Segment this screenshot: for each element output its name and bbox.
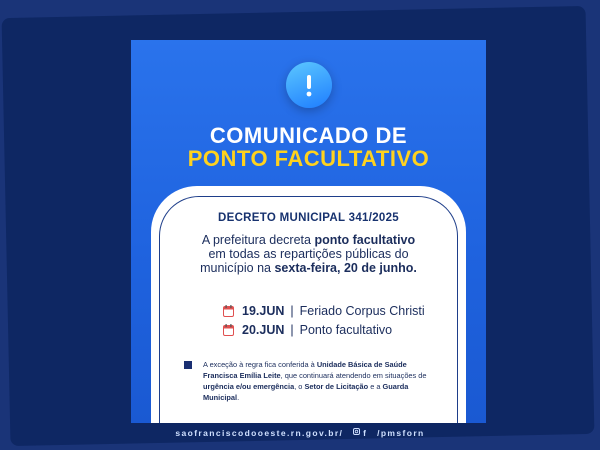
exclamation-speech-bubble-icon [286,62,332,108]
lead-text-1: A prefeitura decreta [201,233,315,247]
title-line-2: PONTO FACULTATIVO [187,146,430,171]
note-bold: urgência e/ou emergência [203,382,295,391]
note-text: A exceção à regra fica conferida à [203,360,317,369]
date-row-1 [223,303,425,319]
lead-paragraph [151,233,466,275]
date-value-1: 19.JUN [242,304,285,318]
note-bold: Setor de Licitação [304,382,369,391]
website-link[interactable]: saofranciscodooeste.rn.gov.br/ [175,428,344,438]
facebook-icon: f [363,428,368,438]
date-value-2: 20.JUN [242,323,285,337]
calendar-icon [223,305,234,317]
calendar-icon [223,324,234,336]
note-text: , que continuará atendendo em situações de [280,371,427,380]
lead-bold-3: sexta-feira, 20 de junho. [274,261,417,275]
social-icons [353,428,371,438]
bullet-square-icon [184,361,192,369]
note-text: , o [294,382,305,391]
date-row-2 [223,322,392,338]
date-label-1: Feriado Corpus Christi [299,304,425,318]
note-bold: Guarda Municipal [203,382,409,402]
decree-number: DECRETO MUNICIPAL 341/2025 [218,212,399,224]
footer [0,428,600,438]
note-text: e a [368,382,383,391]
note-text: . [237,393,240,402]
exception-note [203,359,433,403]
lead-bold-1: ponto facultativo [314,233,416,247]
announcement-card [151,186,466,423]
lead-text-3: município na [200,261,275,275]
date-separator-2: | [290,323,294,337]
lead-text-2: em todas as repartições públicas do [208,247,409,261]
instagram-facebook-icons [353,428,363,436]
date-label-2: Ponto facultativo [299,323,393,337]
title-line-1: COMUNICADO DE [209,123,408,148]
date-separator-1: | [290,304,294,318]
social-handle[interactable]: /pmsforn [377,428,425,438]
poster [131,40,486,423]
note-bold: Unidade Básica de Saúde Francisca Emília Leite [203,360,407,380]
